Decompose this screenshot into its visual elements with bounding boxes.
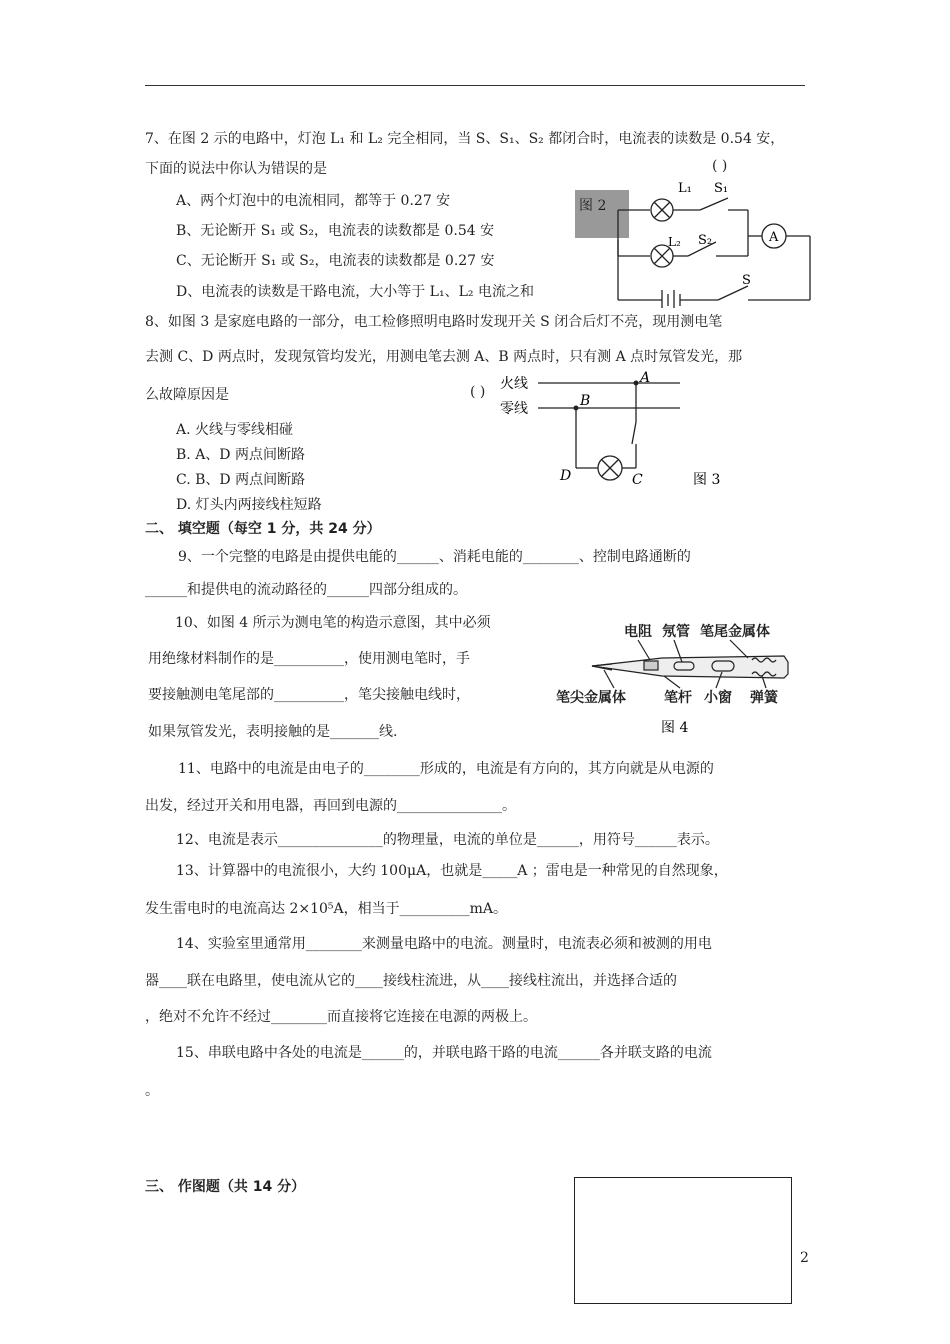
- fig2-label-l1: L₁: [678, 181, 692, 196]
- q8-option-b: B. A、D 两点间断路: [176, 447, 305, 463]
- drawing-answer-box: [574, 1177, 792, 1304]
- fig4-label-window: 小窗: [704, 690, 732, 706]
- node-b-dot: [574, 406, 579, 411]
- q8-option-d: D. 灯头内两接线柱短路: [176, 497, 322, 513]
- q8-stem-line3: 么故障原因是: [145, 387, 229, 403]
- q10-line3: 要接触测电笔尾部的__________，笔尖接触电线时，: [148, 687, 470, 703]
- fig3-label-d: D: [560, 468, 572, 484]
- fig3-caption: 图 3: [693, 472, 721, 488]
- fig4-label-tip: 笔尖金属体: [556, 690, 626, 706]
- switch-s1-icon: [700, 198, 728, 210]
- resistor-icon: [644, 661, 658, 670]
- q7-answer-paren: ( ): [712, 158, 728, 174]
- q10-line1: 10、如图 4 所示为测电笔的构造示意图，其中必须: [175, 615, 491, 631]
- fig3-label-a: A: [640, 370, 651, 386]
- q14-line2: 器____联在电路里，使电流从它的____接线柱流进，从____接线柱流出，并选择合适的: [145, 973, 677, 989]
- figure-3-circuit: [498, 366, 738, 496]
- q7-option-d: D、电流表的读数是干路电流，大小等于 L₁、L₂ 电流之和: [176, 284, 534, 300]
- q15-line1: 15、串联电路中各处的电流是______的，并联电路干路的电流______各并联支路的电流: [176, 1045, 712, 1061]
- q7-option-b: B、无论断开 S₁ 或 S₂，电流表的读数都是 0.54 安: [176, 223, 495, 239]
- fig2-label-s1: S₁: [714, 181, 729, 196]
- node-a-dot: [634, 381, 639, 386]
- q7-option-a: A、两个灯泡中的电流相同，都等于 0.27 安: [176, 193, 451, 209]
- fig4-label-neon: 氖管: [662, 624, 690, 640]
- section-2-title: 二、 填空题（每空 1 分，共 24 分）: [145, 521, 381, 537]
- q10-line4: 如果氖管发光，表明接触的是_______线.: [148, 724, 398, 740]
- page-number: 2: [800, 1250, 809, 1266]
- q13-line1: 13、计算器中的电流很小，大约 100μA，也就是_____A ；雷电是一种常见的自然现象，: [176, 863, 728, 879]
- q15-line2: 。: [145, 1083, 159, 1099]
- q11-line2: 出发，经过开关和用电器，再回到电源的_______________。: [145, 798, 516, 814]
- fig2-label-ammeter: A: [769, 230, 779, 245]
- q8-option-c: C. B、D 两点间断路: [176, 472, 306, 488]
- figure-2-circuit: [570, 178, 820, 308]
- q8-stem-line1: 8、如图 3 是家庭电路的一部分，电工检修照明电路时发现开关 S 闭合后灯不亮，现用测电笔: [145, 314, 723, 330]
- q8-option-a: A. 火线与零线相碰: [176, 422, 294, 438]
- q12-line1: 12、电流是表示_______________的物理量，电流的单位是______，用符号______表示。: [176, 832, 719, 848]
- switch-s-icon: [718, 286, 748, 300]
- fig3-label-b: B: [580, 393, 591, 409]
- fig3-label-c: C: [632, 472, 643, 488]
- q13-line2: 发生雷电时的电流高达 2×10⁵A，相当于__________mA。: [145, 901, 508, 917]
- switch-icon: [632, 422, 636, 444]
- fig4-caption: 图 4: [661, 720, 689, 736]
- fig2-label-s: S: [742, 273, 751, 288]
- fig3-label-live: 火线: [500, 376, 528, 392]
- q10-line2: 用绝缘材料制作的是__________，使用测电笔时，手: [148, 651, 470, 667]
- header-rule: [145, 85, 805, 86]
- section-3-title: 三、 作图题（共 14 分）: [145, 1179, 306, 1195]
- q14-line1: 14、实验室里通常用________来测量电路中的电流。测量时，电流表必须和被测的用电: [176, 936, 712, 952]
- fig2-label-s2: S₂: [698, 233, 713, 248]
- fig3-label-neutral: 零线: [500, 401, 528, 417]
- q9-line2: ______和提供电的流动路径的______四部分组成的。: [145, 582, 467, 598]
- fig4-label-tail: 笔尾金属体: [700, 624, 770, 640]
- fig2-label-l2: L₂: [668, 235, 681, 249]
- q9-line1: 9、一个完整的电路是由提供电能的______、消耗电能的________、控制电路通断的: [178, 549, 691, 565]
- fig4-label-resistor: 电阻: [624, 624, 652, 640]
- figure-4-test-pen: [552, 618, 802, 743]
- q11-line1: 11、电路中的电流是由电子的________形成的，电流是有方向的，其方向就是从电源的: [178, 761, 714, 777]
- q8-answer-paren: ( ): [470, 384, 486, 400]
- q7-stem-line1: 7、在图 2 示的电路中，灯泡 L₁ 和 L₂ 完全相同，当 S、S₁、S₂ 都闭合时，电流表的读数是 0.54 安，: [145, 131, 785, 147]
- fig4-label-barrel: 笔杆: [664, 690, 692, 706]
- fig2-caption: 图 2: [579, 198, 607, 214]
- q7-option-c: C、无论断开 S₁ 或 S₂，电流表的读数都是 0.27 安: [176, 253, 495, 269]
- q7-stem-line2: 下面的说法中你认为错误的是: [145, 161, 327, 177]
- fig4-label-spring: 弹簧: [750, 690, 778, 706]
- q8-stem-line2: 去测 C、D 两点时，发现氖管均发光，用测电笔去测 A、B 两点时，只有测 A 点时氖管发光，那: [145, 349, 743, 365]
- q14-line3: ，绝对不允许不经过________而直接将它连接在电源的两极上。: [145, 1009, 537, 1025]
